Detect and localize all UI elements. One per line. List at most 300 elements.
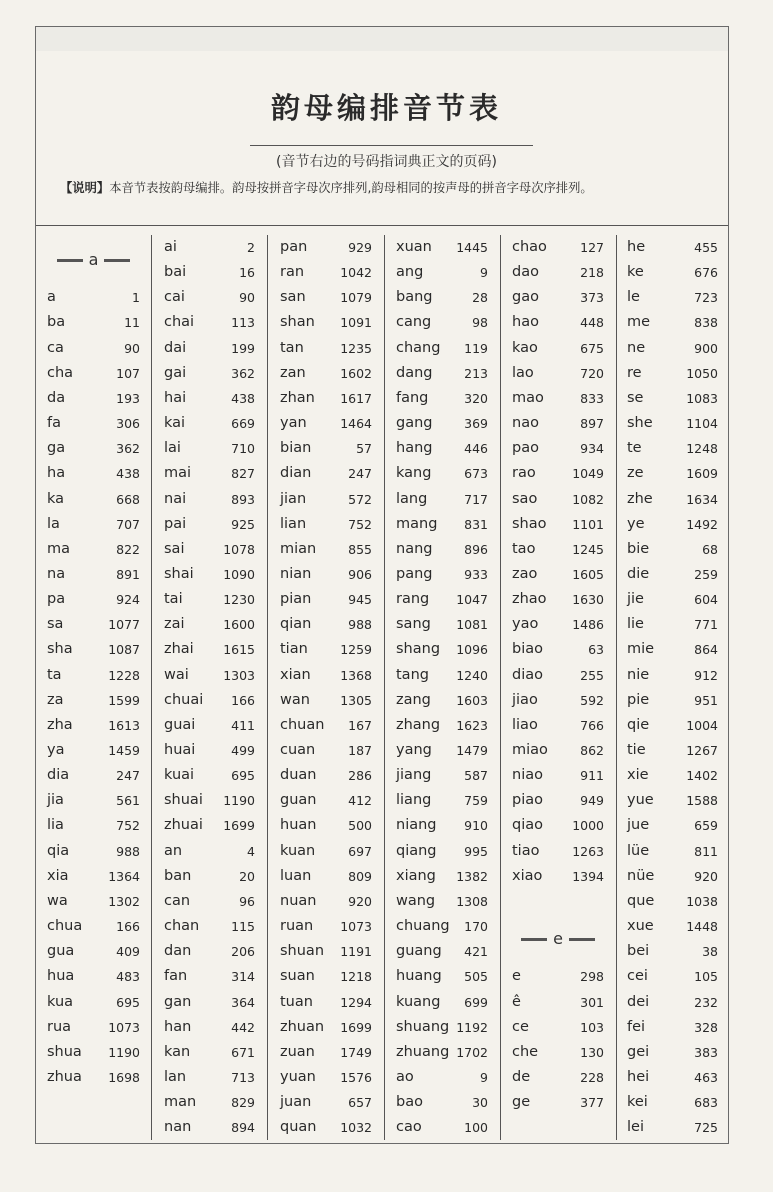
syllable-text: shua <box>47 1044 82 1060</box>
syllable-entry <box>280 285 372 310</box>
page-number: 717 <box>464 492 488 507</box>
page-number: 364 <box>231 995 255 1010</box>
page-number: 4 <box>247 844 255 859</box>
syllable-entry <box>627 663 718 688</box>
syllable-entry <box>280 939 372 964</box>
page-number: 933 <box>464 567 488 582</box>
final-group-heading <box>512 926 604 951</box>
page-number: 369 <box>464 416 488 431</box>
page-number: 57 <box>356 441 372 456</box>
page-number: 1259 <box>340 642 372 657</box>
syllable-entry <box>396 310 488 335</box>
syllable-entry <box>512 763 604 788</box>
page-number: 505 <box>464 969 488 984</box>
page-number: 1702 <box>456 1045 488 1060</box>
page-number: 1235 <box>340 341 372 356</box>
syllable-text: ye <box>627 516 645 532</box>
syllable-entry <box>396 738 488 763</box>
syllable-text: me <box>627 314 651 330</box>
page-subtitle: (音节右边的号码指词典正文的页码) <box>276 154 497 170</box>
syllable-entry <box>164 990 255 1015</box>
syllable-entry <box>280 310 372 335</box>
column-divider <box>267 235 268 1140</box>
page-number: 90 <box>124 341 140 356</box>
syllable-text: nie <box>627 667 650 683</box>
page-number: 1294 <box>340 995 372 1010</box>
syllable-text: chang <box>396 340 441 356</box>
page-number: 900 <box>694 341 718 356</box>
syllable-entry <box>396 663 488 688</box>
page-number: 90 <box>239 290 255 305</box>
syllable-entry <box>512 336 604 361</box>
syllable-text: tang <box>396 667 429 683</box>
page-number: 669 <box>231 416 255 431</box>
page-number: 1576 <box>340 1070 372 1085</box>
syllable-entry <box>280 512 372 537</box>
syllable-entry <box>164 637 255 662</box>
page-number: 1464 <box>340 416 372 431</box>
syllable-entry <box>512 813 604 838</box>
syllable-text: tie <box>627 742 646 758</box>
syllable-entry <box>512 461 604 486</box>
page-number: 103 <box>580 1020 604 1035</box>
syllable-entry <box>280 864 372 889</box>
page-number: 446 <box>464 441 488 456</box>
syllable-entry <box>627 285 718 310</box>
syllable-entry <box>512 285 604 310</box>
page-number: 1248 <box>686 441 718 456</box>
syllable-entry <box>396 990 488 1015</box>
syllable-entry <box>627 990 718 1015</box>
page-number: 199 <box>231 341 255 356</box>
syllable-text: zhao <box>512 591 547 607</box>
page-number: 218 <box>580 265 604 280</box>
page-number: 949 <box>580 793 604 808</box>
syllable-text: chao <box>512 239 547 255</box>
page-number: 38 <box>702 944 718 959</box>
syllable-text: tan <box>280 340 304 356</box>
page-number: 713 <box>231 1070 255 1085</box>
syllable-text: jie <box>627 591 644 607</box>
syllable-text: cei <box>627 968 648 984</box>
syllable-entry <box>512 713 604 738</box>
syllable-text: fan <box>164 968 188 984</box>
syllable-entry <box>280 461 372 486</box>
syllable-text: zhuan <box>280 1019 325 1035</box>
syllable-entry <box>164 612 255 637</box>
page-number: 1615 <box>223 642 255 657</box>
column-divider <box>616 235 617 1140</box>
syllable-column-5 <box>512 235 604 1137</box>
heading-dash <box>104 259 130 262</box>
syllable-text: luan <box>280 868 312 884</box>
syllable-entry <box>512 260 604 285</box>
syllable-text: jue <box>627 817 650 833</box>
syllable-entry <box>280 663 372 688</box>
syllable-text: hai <box>164 390 187 406</box>
syllable-entry <box>512 990 604 1015</box>
syllable-entry <box>396 285 488 310</box>
syllable-text: mie <box>627 641 655 657</box>
page-number: 314 <box>231 969 255 984</box>
syllable-entry <box>164 436 255 461</box>
syllable-entry <box>280 1065 372 1090</box>
page-number: 752 <box>116 818 140 833</box>
syllable-text: ke <box>627 264 644 280</box>
syllable-text: kai <box>164 415 186 431</box>
page-number: 752 <box>348 517 372 532</box>
page-number: 98 <box>472 315 488 330</box>
syllable-entry <box>47 587 140 612</box>
syllable-entry <box>47 713 140 738</box>
page-number: 247 <box>116 768 140 783</box>
page-number: 1459 <box>108 743 140 758</box>
page-number: 286 <box>348 768 372 783</box>
page-number: 1081 <box>456 617 488 632</box>
page-number: 1603 <box>456 693 488 708</box>
syllable-entry <box>47 990 140 1015</box>
page-number: 855 <box>348 542 372 557</box>
syllable-entry <box>512 738 604 763</box>
syllable-text: zhuai <box>164 817 203 833</box>
page-number: 910 <box>464 818 488 833</box>
syllable-entry <box>627 336 718 361</box>
page-number: 411 <box>231 718 255 733</box>
syllable-text: nüe <box>627 868 655 884</box>
syllable-text: lang <box>396 491 428 507</box>
syllable-text: shao <box>512 516 547 532</box>
syllable-text: ca <box>47 340 64 356</box>
syllable-entry <box>396 537 488 562</box>
page-number: 306 <box>116 416 140 431</box>
syllable-text: xie <box>627 767 649 783</box>
page-number: 1192 <box>456 1020 488 1035</box>
syllable-text: sha <box>47 641 73 657</box>
syllable-entry <box>47 637 140 662</box>
page-number: 1588 <box>686 793 718 808</box>
syllable-entry <box>164 537 255 562</box>
syllable-entry <box>47 361 140 386</box>
running-header-bar <box>36 27 728 52</box>
page-number: 127 <box>580 240 604 255</box>
page-number: 1190 <box>223 793 255 808</box>
page-number: 16 <box>239 265 255 280</box>
page-number: 1699 <box>340 1020 372 1035</box>
syllable-entry <box>512 1040 604 1065</box>
column-divider <box>151 235 152 1140</box>
page-number: 893 <box>231 492 255 507</box>
page-number: 988 <box>116 844 140 859</box>
syllable-entry <box>512 1015 604 1040</box>
syllable-column-1 <box>47 235 140 1137</box>
syllable-entry <box>164 336 255 361</box>
syllable-entry <box>627 1015 718 1040</box>
syllable-text: ran <box>280 264 305 280</box>
syllable-text: ao <box>396 1069 414 1085</box>
page-number: 1617 <box>340 391 372 406</box>
syllable-entry <box>512 562 604 587</box>
syllable-text: dao <box>512 264 539 280</box>
syllable-entry <box>164 512 255 537</box>
syllable-text: ga <box>47 440 66 456</box>
syllable-text: hei <box>627 1069 650 1085</box>
syllable-text: qie <box>627 717 650 733</box>
page-number: 1104 <box>686 416 718 431</box>
syllable-entry <box>280 411 372 436</box>
page-number: 1699 <box>223 818 255 833</box>
page-number: 1623 <box>456 718 488 733</box>
syllable-entry <box>627 512 718 537</box>
syllable-column-6 <box>627 235 718 1137</box>
syllable-text: gao <box>512 289 539 305</box>
syllable-entry <box>512 688 604 713</box>
syllable-text: shan <box>280 314 315 330</box>
syllable-entry <box>396 411 488 436</box>
page-number: 100 <box>464 1120 488 1135</box>
syllable-entry <box>512 788 604 813</box>
syllable-text: cuan <box>280 742 316 758</box>
syllable-text: mang <box>396 516 438 532</box>
syllable-entry <box>280 386 372 411</box>
syllable-text: she <box>627 415 653 431</box>
syllable-entry <box>164 663 255 688</box>
syllable-text: qiao <box>512 817 543 833</box>
syllable-text: pang <box>396 566 433 582</box>
page-number: 1599 <box>108 693 140 708</box>
note-text: 本音节表按韵母编排。韵母按拼音字母次序排列,韵母相同的按声母的拼音字母次序排列。 <box>109 181 593 195</box>
syllable-entry <box>396 1015 488 1040</box>
syllable-text: que <box>627 893 655 909</box>
page-number: 671 <box>231 1045 255 1060</box>
syllable-entry <box>627 411 718 436</box>
syllable-entry <box>164 864 255 889</box>
page-number: 1038 <box>686 894 718 909</box>
syllable-text: jian <box>280 491 307 507</box>
syllable-text: bian <box>280 440 312 456</box>
syllable-text: chuang <box>396 918 450 934</box>
syllable-entry <box>627 1065 718 1090</box>
syllable-text: pan <box>280 239 308 255</box>
syllable-text: bai <box>164 264 187 280</box>
note-label: 【说明】 <box>60 181 110 195</box>
syllable-text: nuan <box>280 893 317 909</box>
syllable-text: ha <box>47 465 66 481</box>
page-number: 170 <box>464 919 488 934</box>
page-number: 448 <box>580 315 604 330</box>
page-number: 1083 <box>686 391 718 406</box>
page-number: 1368 <box>340 668 372 683</box>
page-number: 68 <box>702 542 718 557</box>
page-number: 1605 <box>572 567 604 582</box>
syllable-entry <box>164 411 255 436</box>
page-number: 167 <box>348 718 372 733</box>
syllable-entry <box>280 260 372 285</box>
syllable-text: han <box>164 1019 192 1035</box>
syllable-text: chua <box>47 918 83 934</box>
syllable-text: qian <box>280 616 312 632</box>
syllable-entry <box>512 235 604 260</box>
syllable-text: dia <box>47 767 70 783</box>
syllable-text: diao <box>512 667 543 683</box>
syllable-text: zhai <box>164 641 194 657</box>
syllable-entry <box>164 487 255 512</box>
syllable-text: ta <box>47 667 62 683</box>
syllable-entry <box>512 487 604 512</box>
syllable-text: zang <box>396 692 431 708</box>
page-number: 130 <box>580 1045 604 1060</box>
syllable-text: jiao <box>512 692 538 708</box>
syllable-text: ma <box>47 541 71 557</box>
page-number: 1302 <box>108 894 140 909</box>
syllable-entry <box>396 1115 488 1140</box>
syllable-text: xue <box>627 918 654 934</box>
syllable-entry <box>47 738 140 763</box>
page-number: 1 <box>132 290 140 305</box>
syllable-text: cha <box>47 365 74 381</box>
syllable-text: chan <box>164 918 200 934</box>
syllable-text: pie <box>627 692 650 708</box>
syllable-entry <box>396 788 488 813</box>
syllable-entry <box>164 285 255 310</box>
syllable-text: guang <box>396 943 442 959</box>
syllable-text: lai <box>164 440 181 456</box>
syllable-text: lei <box>627 1119 644 1135</box>
syllable-entry <box>396 688 488 713</box>
syllable-entry <box>280 336 372 361</box>
syllable-text: huai <box>164 742 196 758</box>
syllable-text: tian <box>280 641 308 657</box>
page-number: 259 <box>694 567 718 582</box>
page-number: 592 <box>580 693 604 708</box>
page-number: 412 <box>348 793 372 808</box>
page-number: 707 <box>116 517 140 532</box>
column-divider <box>500 235 501 1140</box>
page-number: 894 <box>231 1120 255 1135</box>
syllable-entry <box>627 235 718 260</box>
syllable-text: he <box>627 239 646 255</box>
page-number: 809 <box>348 869 372 884</box>
syllable-text: da <box>47 390 66 406</box>
syllable-entry <box>627 1115 718 1140</box>
syllable-text: niang <box>396 817 437 833</box>
syllable-text: zuan <box>280 1044 315 1060</box>
page-number: 483 <box>116 969 140 984</box>
syllable-entry <box>396 361 488 386</box>
page-number: 1190 <box>108 1045 140 1060</box>
syllable-text: zhan <box>280 390 315 406</box>
syllable-entry <box>627 813 718 838</box>
page-number: 421 <box>464 944 488 959</box>
syllable-text: zai <box>164 616 185 632</box>
page-number: 668 <box>116 492 140 507</box>
syllable-entry <box>280 235 372 260</box>
syllable-entry <box>47 813 140 838</box>
syllable-entry <box>396 713 488 738</box>
syllable-column-4 <box>396 235 488 1137</box>
page-number: 107 <box>116 366 140 381</box>
page-number: 695 <box>116 995 140 1010</box>
syllable-text: tao <box>512 541 536 557</box>
syllable-text: bao <box>396 1094 423 1110</box>
syllable-text: biao <box>512 641 543 657</box>
page-number: 1613 <box>108 718 140 733</box>
page-number: 362 <box>116 441 140 456</box>
syllable-entry <box>396 336 488 361</box>
syllable-entry <box>280 1090 372 1115</box>
page-number: 657 <box>348 1095 372 1110</box>
page-number: 771 <box>694 617 718 632</box>
syllable-entry <box>280 964 372 989</box>
syllable-text: zhuang <box>396 1044 450 1060</box>
syllable-text: kuai <box>164 767 195 783</box>
syllable-entry <box>512 1065 604 1090</box>
syllable-entry <box>280 1115 372 1140</box>
page-number: 725 <box>694 1120 718 1135</box>
page-number: 1245 <box>572 542 604 557</box>
syllable-text: de <box>512 1069 531 1085</box>
page-number: 232 <box>694 995 718 1010</box>
page-number: 1267 <box>686 743 718 758</box>
page-number: 675 <box>580 341 604 356</box>
syllable-entry <box>164 1090 255 1115</box>
syllable-text: hao <box>512 314 539 330</box>
syllable-entry <box>396 939 488 964</box>
syllable-text: shuan <box>280 943 325 959</box>
page-number: 676 <box>694 265 718 280</box>
syllable-text: ze <box>627 465 644 481</box>
syllable-entry <box>512 864 604 889</box>
syllable-entry <box>627 487 718 512</box>
syllable-text: gei <box>627 1044 650 1060</box>
page-number: 561 <box>116 793 140 808</box>
page-number: 1308 <box>456 894 488 909</box>
syllable-entry <box>164 763 255 788</box>
syllable-entry <box>627 763 718 788</box>
syllable-text: bie <box>627 541 650 557</box>
page-number: 833 <box>580 391 604 406</box>
page-number: 187 <box>348 743 372 758</box>
syllable-text: lie <box>627 616 644 632</box>
syllable-text: die <box>627 566 650 582</box>
syllable-entry <box>164 587 255 612</box>
page-number: 63 <box>588 642 604 657</box>
page-number: 1602 <box>340 366 372 381</box>
syllable-text: lia <box>47 817 64 833</box>
syllable-entry <box>47 889 140 914</box>
syllable-text: sa <box>47 616 64 632</box>
syllable-entry <box>627 1040 718 1065</box>
syllable-text: wan <box>280 692 310 708</box>
syllable-entry <box>164 964 255 989</box>
page-number: 1382 <box>456 869 488 884</box>
syllable-text: xia <box>47 868 69 884</box>
syllable-entry <box>47 914 140 939</box>
syllable-text: ba <box>47 314 66 330</box>
syllable-text: tuan <box>280 994 313 1010</box>
page-number: 9 <box>480 1070 488 1085</box>
syllable-entry <box>47 512 140 537</box>
page-number: 1091 <box>340 315 372 330</box>
page-number: 1032 <box>340 1120 372 1135</box>
page-number: 301 <box>580 995 604 1010</box>
header-area <box>36 51 728 225</box>
page-number: 30 <box>472 1095 488 1110</box>
syllable-entry <box>280 763 372 788</box>
syllable-text: chuai <box>164 692 204 708</box>
syllable-text: kuan <box>280 843 316 859</box>
page-number: 193 <box>116 391 140 406</box>
syllable-entry <box>396 763 488 788</box>
